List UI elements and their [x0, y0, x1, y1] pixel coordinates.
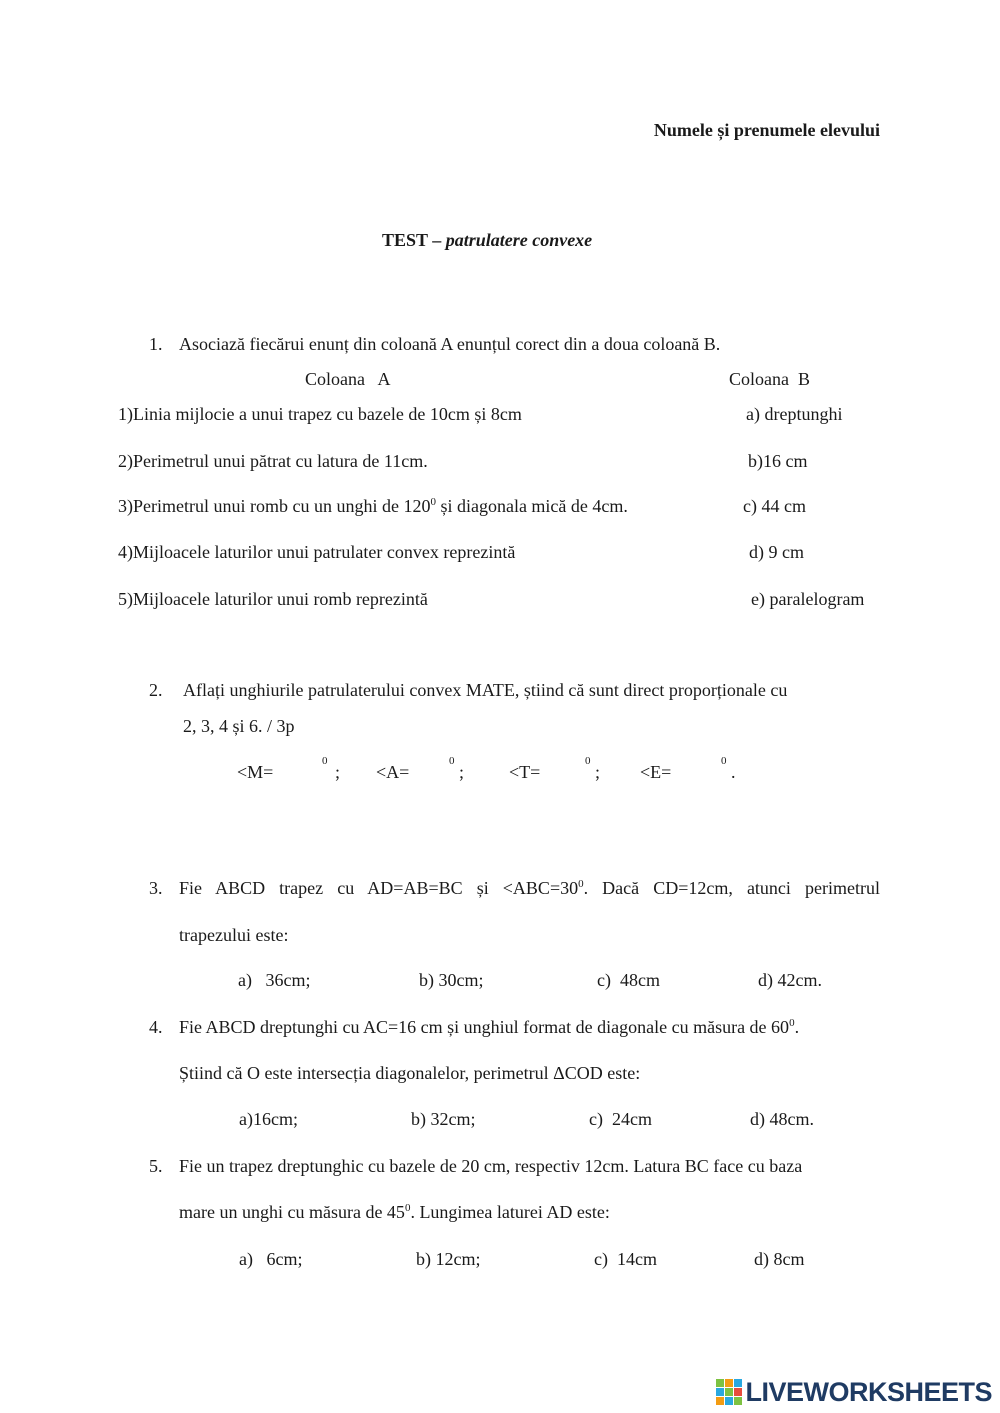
q2-angle-a-degree: 0	[449, 755, 455, 767]
q1-row-2-b: b)16 cm	[748, 451, 808, 471]
student-name-label: Numele și prenumele elevului	[653, 120, 880, 140]
q5-line-2-text-end: . Lungimea laturei AD este:	[410, 1202, 610, 1222]
test-title	[382, 231, 592, 249]
q1-col-b-header: Coloana B	[729, 369, 810, 389]
q4-option-b[interactable]: b) 32cm;	[411, 1109, 476, 1129]
q3-number: 3.	[149, 878, 163, 898]
q1-row-3-b: c) 44 cm	[743, 496, 806, 516]
q4-line-2: Știind că O este intersecția diagonalelor, perimetrul ΔCOD este:	[179, 1063, 641, 1083]
q4-option-c[interactable]: c) 24cm	[589, 1109, 652, 1129]
q1-row-3-a-text: 3)Perimetrul unui romb cu un unghi de 120	[118, 496, 431, 516]
q1-number: 1.	[149, 334, 163, 354]
q2-angle-t	[509, 763, 540, 781]
test-title-dash: –	[427, 230, 446, 250]
q2-angle-a-label: <A=	[376, 762, 410, 782]
q5-line-2-text: mare un unghi cu măsura de 45	[179, 1202, 405, 1222]
q1-row-5-b: e) paralelogram	[751, 589, 865, 609]
q2-angle-t-sep: ;	[595, 762, 601, 782]
liveworksheets-logo	[716, 1377, 992, 1407]
q3-line-1-text: Fie ABCD trapez cu AD=AB=BC și <ABC=30	[179, 878, 579, 898]
q5-number: 5.	[149, 1156, 163, 1176]
q2-angle-t-label: <T=	[509, 762, 541, 782]
degree-sup: 0	[404, 1202, 411, 1214]
q3-line-1-text-end: . Dacă CD=12cm, atunci perimetrul	[583, 878, 880, 898]
q2-angle-e-sep: .	[731, 762, 736, 782]
q2-angle-e	[640, 763, 671, 781]
q4-number: 4.	[149, 1017, 163, 1037]
q2-angle-e-label: <E=	[640, 762, 672, 782]
q5-option-b[interactable]: b) 12cm;	[416, 1249, 481, 1269]
q2-number: 2.	[149, 680, 163, 700]
q2-angle-m-degree: 0	[322, 755, 328, 767]
q2-angle-t-degree: 0	[585, 755, 591, 767]
q2-line-2: 2, 3, 4 și 6. / 3p	[183, 716, 295, 736]
q1-row-2-a: 2)Perimetrul unui pătrat cu latura de 11cm.	[118, 451, 428, 471]
q5-option-c[interactable]: c) 14cm	[594, 1249, 657, 1269]
liveworksheets-logo-text: LIVEWORKSHEETS	[745, 1376, 992, 1407]
q2-angle-e-degree: 0	[721, 755, 727, 767]
test-title-subtitle: patrulatere convexe	[445, 230, 593, 250]
q4-option-d[interactable]: d) 48cm.	[750, 1109, 814, 1129]
liveworksheets-logo-icon	[716, 1379, 742, 1405]
q1-row-3-a-text-end: și diagonala mică de 4cm.	[435, 496, 628, 516]
q5-line-2	[179, 1203, 610, 1221]
q3-option-a[interactable]: a) 36cm;	[238, 970, 311, 990]
q2-angle-m	[237, 763, 273, 781]
q3-option-d[interactable]: d) 42cm.	[758, 970, 822, 990]
q2-angle-a	[376, 763, 409, 781]
q4-line-1-text: Fie ABCD dreptunghi cu AC=16 cm și unghiul format de diagonale cu măsura de 60	[179, 1017, 790, 1037]
q4-line-1	[179, 1018, 799, 1036]
q1-row-3-a	[118, 497, 628, 515]
q1-col-a-header: Coloana A	[305, 369, 391, 389]
q2-angle-m-label: <M=	[237, 762, 274, 782]
q4-line-1-text-end: .	[794, 1017, 800, 1037]
q2-angle-a-sep: ;	[459, 762, 465, 782]
test-title-main: TEST	[382, 230, 428, 250]
q1-row-1-b: a) dreptunghi	[746, 404, 843, 424]
q1-row-4-a: 4)Mijloacele laturilor unui patrulater convex reprezintă	[118, 542, 516, 562]
q5-option-d[interactable]: d) 8cm	[754, 1249, 805, 1269]
q5-option-a[interactable]: a) 6cm;	[239, 1249, 303, 1269]
q1-row-4-b: d) 9 cm	[749, 542, 804, 562]
degree-sup: 0	[578, 878, 584, 890]
q5-line-1: Fie un trapez dreptunghic cu bazele de 20 cm, respectiv 12cm. Latura BC face cu baza	[179, 1156, 803, 1176]
q3-option-b[interactable]: b) 30cm;	[419, 970, 484, 990]
q2-line-1: Aflați unghiurile patrulaterului convex MATE, știind că sunt direct proporționale cu	[183, 680, 788, 700]
q3-line-1	[179, 879, 880, 897]
q2-angle-m-sep: ;	[335, 762, 341, 782]
q1-row-1-a: 1)Linia mijlocie a unui trapez cu bazele de 10cm și 8cm	[118, 404, 522, 424]
q1-instruction: Asociază fiecărui enunț din coloană A enunțul corect din a doua coloană B.	[179, 334, 721, 354]
degree-sup: 0	[789, 1017, 795, 1029]
degree-sup: 0	[430, 496, 436, 508]
q3-line-2: trapezului este:	[179, 925, 289, 945]
q3-option-c[interactable]: c) 48cm	[597, 970, 660, 990]
q4-option-a[interactable]: a)16cm;	[239, 1109, 298, 1129]
q1-row-5-a: 5)Mijloacele laturilor unui romb reprezintă	[118, 589, 428, 609]
